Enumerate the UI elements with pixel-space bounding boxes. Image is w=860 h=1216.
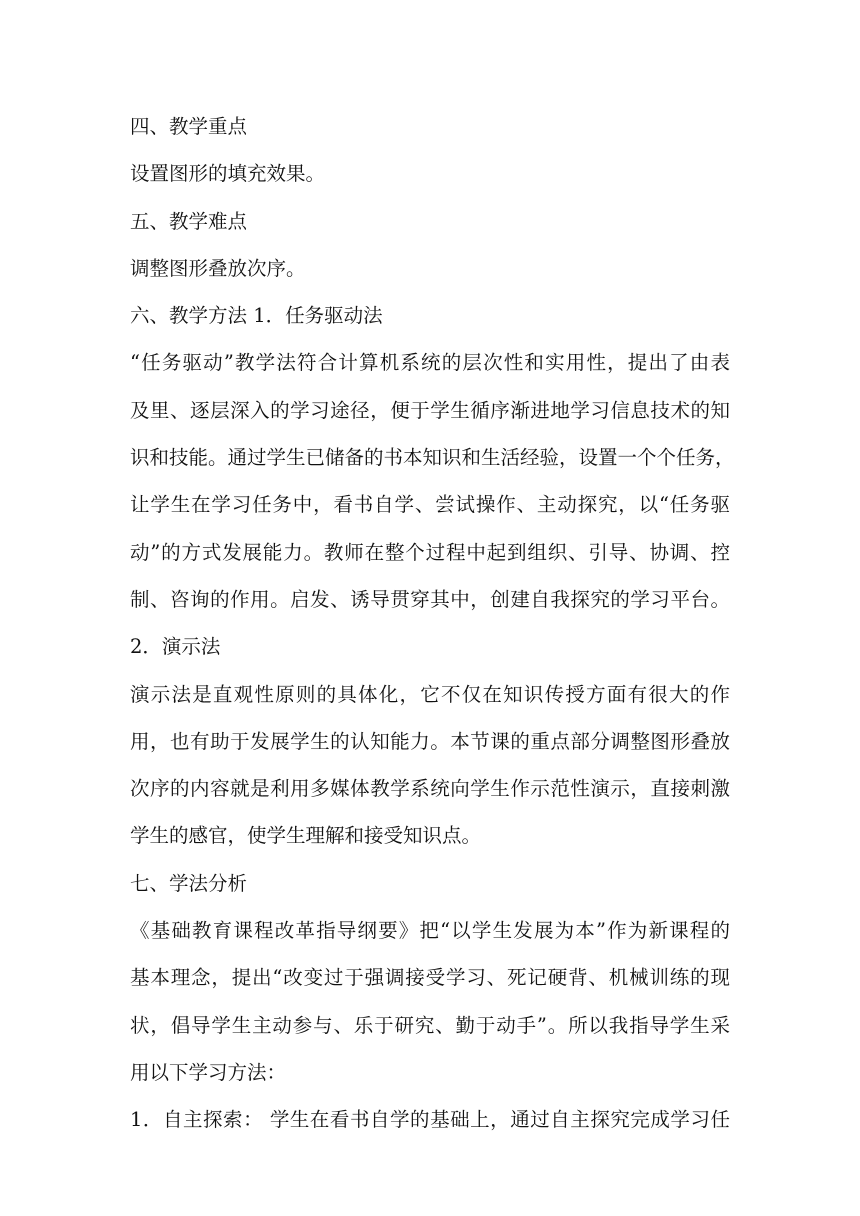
text-line: 用，也有助于发展学生的认知能力。本节课的重点部分调整图形叠放 — [130, 729, 730, 753]
text-line: 状，倡导学生主动参与、乐于研究、勤于动手”。所以我指导学生采 — [130, 1013, 730, 1037]
text-line: 设置图形的填充效果。 — [130, 162, 326, 186]
text-line: 学生的感官，使学生理解和接受知识点。 — [130, 824, 482, 848]
text-line: 演示法是直观性原则的具体化，它不仅在知识传授方面有很大的作 — [130, 682, 730, 706]
text-line: 动”的方式发展能力。教师在整个过程中起到组织、引导、协调、控 — [130, 540, 730, 564]
text-line: 五、教学难点 — [130, 209, 248, 233]
text-line: 七、学法分析 — [130, 871, 248, 895]
text-line: 调整图形叠放次序。 — [130, 256, 306, 280]
text-line: 识和技能。通过学生已储备的书本知识和生活经验，设置一个个任务， — [130, 446, 735, 470]
text-line: “任务驱动”教学法符合计算机系统的层次性和实用性，提出了由表 — [130, 351, 730, 375]
text-line: 四、教学重点 — [130, 115, 248, 138]
text-line: 基本理念，提出“改变过于强调接受学习、死记硬背、机械训练的现 — [130, 966, 730, 990]
text-line: 用以下学习方法： — [130, 1060, 287, 1084]
text-line: 制、咨询的作用。启发、诱导贯穿其中，创建自我探究的学习平台。 — [130, 587, 730, 611]
text-line: 次序的内容就是利用多媒体教学系统向学生作示范性演示，直接刺激 — [130, 777, 730, 801]
document-body — [130, 110, 735, 1151]
text-line: 及里、逐层深入的学习途径，便于学生循序渐进地学习信息技术的知 — [130, 398, 730, 422]
text-line: 六、教学方法 1．任务驱动法 — [130, 304, 383, 328]
text-line: 2．演示法 — [130, 635, 221, 659]
text-line: 让学生在学习任务中，看书自学、尝试操作、主动探究，以“任务驱 — [130, 493, 730, 517]
text-line: 《基础教育课程改革指导纲要》把“以学生发展为本”作为新课程的 — [130, 919, 730, 943]
text-line: 1．自主探索： 学生在看书自学的基础上，通过自主探究完成学习任 — [130, 1108, 730, 1132]
